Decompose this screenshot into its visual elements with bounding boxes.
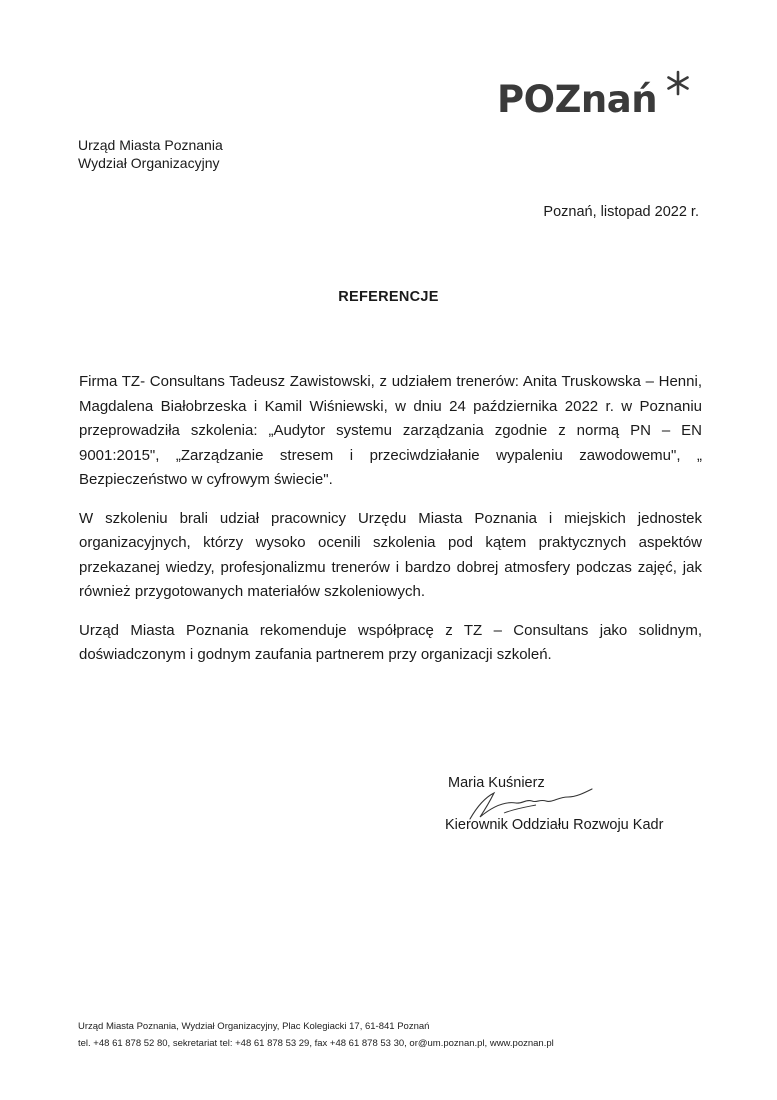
footer-line-1: Urząd Miasta Poznania, Wydział Organizacyjny, Plac Kolegiacki 17, 61-841 Poznań [78,1021,430,1032]
paragraph-2: W szkoleniu brali udział pracownicy Urzędu Miasta Poznania i miejskich jednostek organizacyjnych, którzy wysoko ocenili szkolenia pod kątem praktycznych aspektów przekazanej wiedzy, profesjonalizmu trenerów i bardzo dobrej atmosfery podczas zajęć, jak również przygotowanych materiałów szkoleniowych. [79,509,702,600]
paragraph-1: Firma TZ- Consultans Tadeusz Zawistowski, z udziałem trenerów: Anita Truskowska – Henni, Magdalena Białobrzeska i Kamil Wiśniewski, w dniu 24 października 2022 r. w Poznaniu przeprowadziła szkolenia: „Audytor systemu zarządzania zgodnie z normą PN – EN 9001:2015", „Zarządzanie stresem i przeciwdziałanie wypaleniu zawodowemu", „ Bezpieczeństwo w cyfrowym świecie". [79,373,702,488]
sender-line-1: Urząd Miasta Poznania [78,137,223,153]
signatory-role: Kierownik Oddziału Rozwoju Kadr [445,817,664,833]
logo-text: POZnań [497,78,658,121]
asterisk-icon [665,70,691,96]
place-date: Poznań, listopad 2022 r. [543,204,699,220]
sender-address [78,136,223,172]
sender-line-2: Wydział Organizacyjny [78,155,220,171]
paragraph-3: Urząd Miasta Poznania rekomenduje współpracę z TZ – Consultans jako solidnym, doświadczonym i godnym zaufania partnerem przy organizacji szkoleń. [79,621,702,663]
signatory-name: Maria Kuśnierz [448,775,545,791]
footer-line-2: tel. +48 61 878 52 80, sekretariat tel: +48 61 878 53 29, fax +48 61 878 53 30, or@um.poznan.pl, www.poznan.pl [78,1038,554,1049]
signature-block [445,773,708,843]
letter-body [79,370,702,682]
document-title: REFERENCJE [338,289,439,305]
poznan-logo [497,72,697,128]
footer-address [78,1018,554,1052]
